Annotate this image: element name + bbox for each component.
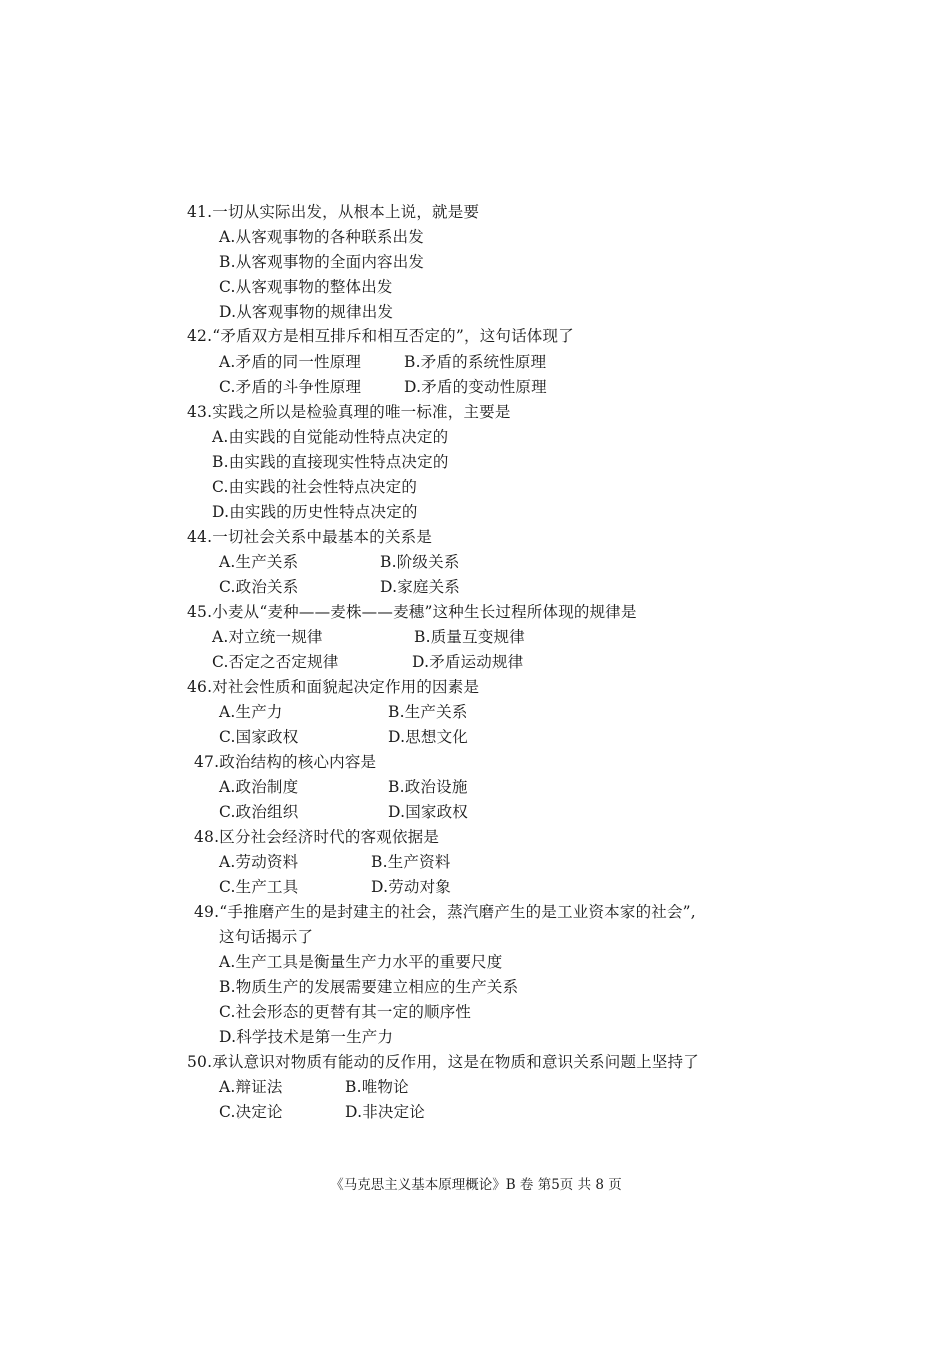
question-41-stem: 41.一切从实际出发，从根本上说，就是要 (187, 203, 480, 221)
question-46-option-b: B.生产关系 (388, 703, 468, 721)
question-45-option-a: A.对立统一规律 (212, 628, 323, 646)
question-44-option-a: A.生产关系 (219, 553, 299, 571)
question-42-option-d: D.矛盾的变动性原理 (404, 378, 547, 396)
question-48-option-c: C.生产工具 (219, 878, 299, 896)
question-44-option-b: B.阶级关系 (380, 553, 460, 571)
question-49-option-c: C.社会形态的更替有其一定的顺序性 (219, 1003, 472, 1021)
question-44-option-c: C.政治关系 (219, 578, 299, 596)
question-47-option-c: C.政治组织 (219, 803, 299, 821)
question-46-option-a: A.生产力 (219, 703, 283, 721)
question-43-option-b: B.由实践的直接现实性特点决定的 (212, 453, 449, 471)
question-42-option-a: A.矛盾的同一性原理 (219, 353, 362, 371)
question-49-option-a: A.生产工具是衡量生产力水平的重要尺度 (219, 953, 503, 971)
question-50-option-a: A.辩证法 (219, 1078, 283, 1096)
question-48-option-b: B.生产资料 (371, 853, 451, 871)
question-41-option-d: D.从客观事物的规律出发 (219, 303, 394, 321)
question-49-option-b: B.物质生产的发展需要建立相应的生产关系 (219, 978, 519, 996)
question-50-option-b: B.唯物论 (345, 1078, 409, 1096)
question-45-option-b: B.质量互变规律 (414, 628, 525, 646)
question-49-stem: 49.“手推磨产生的是封建主的社会，蒸汽磨产生的是工业资本家的社会”, (194, 903, 696, 921)
question-42-option-b: B.矛盾的系统性原理 (404, 353, 547, 371)
question-45-option-c: C.否定之否定规律 (212, 653, 339, 671)
question-48-option-a: A.劳动资料 (219, 853, 299, 871)
question-48-stem: 48.区分社会经济时代的客观依据是 (194, 828, 440, 846)
page-footer: 《马克思主义基本原理概论》B 卷 第5页 共 8 页 (330, 1177, 622, 1193)
question-41-option-a: A.从客观事物的各种联系出发 (219, 228, 424, 246)
question-47-option-a: A.政治制度 (219, 778, 299, 796)
question-49-option-d: D.科学技术是第一生产力 (219, 1028, 394, 1046)
question-42-option-c: C.矛盾的斗争性原理 (219, 378, 362, 396)
question-41-option-c: C.从客观事物的整体出发 (219, 278, 393, 296)
question-42-stem: 42.“矛盾双方是相互排斥和相互否定的”，这句话体现了 (187, 327, 574, 345)
question-41-option-b: B.从客观事物的全面内容出发 (219, 253, 425, 271)
question-50-stem: 50.承认意识对物质有能动的反作用，这是在物质和意识关系问题上坚持了 (187, 1053, 699, 1071)
question-47-stem: 47.政治结构的核心内容是 (194, 753, 377, 771)
question-44-stem: 44.一切社会关系中最基本的关系是 (187, 528, 433, 546)
question-43-stem: 43.实践之所以是检验真理的唯一标准，主要是 (187, 403, 511, 421)
question-46-option-d: D.思想文化 (388, 728, 469, 746)
question-47-option-d: D.国家政权 (388, 803, 469, 821)
question-43-option-d: D.由实践的历史性特点决定的 (212, 503, 418, 521)
question-45-stem: 45.小麦从“麦种——麦株——麦穗”这种生长过程所体现的规律是 (187, 603, 637, 621)
question-50-option-d: D.非决定论 (345, 1103, 426, 1121)
question-45-option-d: D.矛盾运动规律 (412, 653, 524, 671)
question-44-option-d: D.家庭关系 (380, 578, 461, 596)
question-46-stem: 46.对社会性质和面貌起决定作用的因素是 (187, 678, 480, 696)
question-49-stem-continued: 这句话揭示了 (219, 928, 314, 946)
question-43-option-a: A.由实践的自觉能动性特点决定的 (212, 428, 449, 446)
question-43-option-c: C.由实践的社会性特点决定的 (212, 478, 418, 496)
question-50-option-c: C.决定论 (219, 1103, 283, 1121)
question-47-option-b: B.政治设施 (388, 778, 468, 796)
question-48-option-d: D.劳动对象 (371, 878, 452, 896)
question-46-option-c: C.国家政权 (219, 728, 299, 746)
